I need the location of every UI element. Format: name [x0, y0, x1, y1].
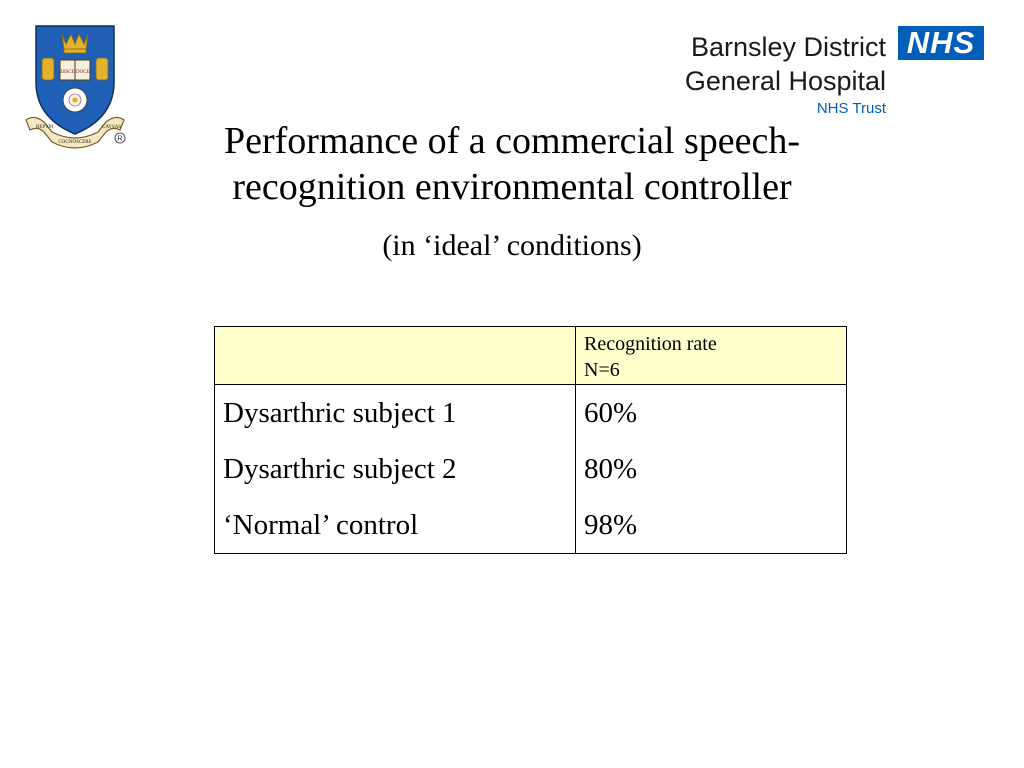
- slide-subtitle: (in ‘ideal’ conditions): [382, 229, 642, 262]
- subject-cell: Dysarthric subject 2: [215, 441, 576, 497]
- rate-cell: 98%: [576, 497, 847, 554]
- svg-text:REPVM: REPVM: [36, 125, 54, 130]
- svg-text:COGNOSCERE: COGNOSCERE: [58, 140, 92, 145]
- slide-title-line2: recognition environmental controller: [232, 166, 792, 208]
- subject-cell: Dysarthric subject 1: [215, 385, 576, 442]
- subject-cell: ‘Normal’ control: [215, 497, 576, 554]
- hospital-logo: [674, 26, 1004, 126]
- table-row: [215, 497, 847, 554]
- svg-text:R: R: [117, 135, 123, 143]
- table-header-row: [215, 327, 847, 385]
- header-rate-cell: [576, 327, 847, 385]
- header-rate-label: Recognition rate: [584, 333, 717, 355]
- hospital-name: [685, 30, 886, 98]
- hospital-trust: NHS Trust: [816, 100, 886, 117]
- header-sample-size: N=6: [584, 359, 620, 381]
- svg-text:DISCE DOCE: DISCE DOCE: [60, 70, 90, 75]
- rate-cell: 60%: [576, 385, 847, 442]
- rate-cell: 80%: [576, 441, 847, 497]
- svg-text:CAVSAS: CAVSAS: [102, 125, 122, 130]
- table-row: [215, 385, 847, 442]
- table-row: [215, 441, 847, 497]
- hospital-name-line1: Barnsley District: [690, 32, 886, 62]
- slide-title: [0, 118, 1024, 210]
- nhs-logo-badge: NHS: [898, 26, 984, 60]
- results-table: [214, 326, 847, 554]
- slide-title-line1: Performance of a commercial speech-: [223, 120, 801, 162]
- header-subject-cell: [215, 327, 576, 385]
- hospital-name-line2: General Hospital: [684, 66, 886, 96]
